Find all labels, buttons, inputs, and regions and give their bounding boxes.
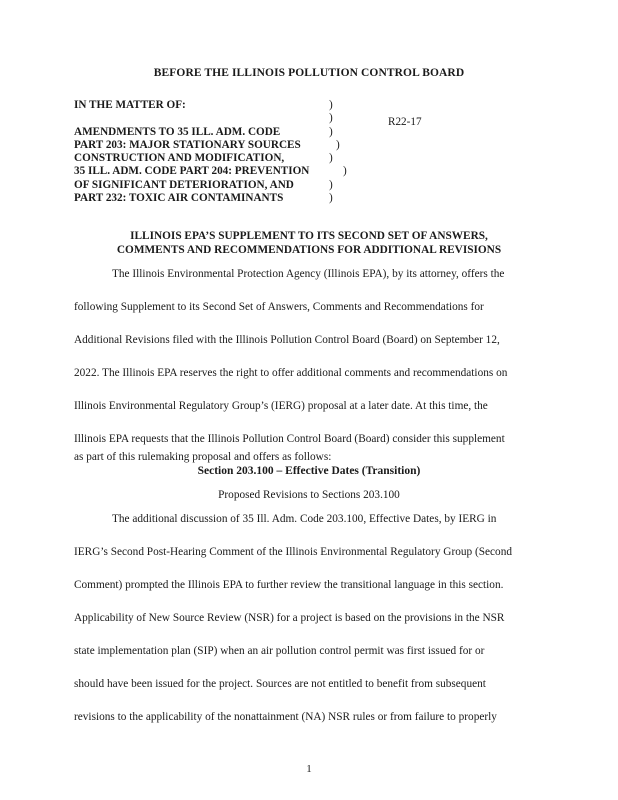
caption-line: PART 232: TOXIC AIR CONTAMINANTS ) xyxy=(74,192,333,205)
text-line: Applicability of New Source Review (NSR) for a project is based on the provisions in the NSR xyxy=(74,612,505,624)
text-line: as part of this rulemaking proposal and offers as follows: xyxy=(74,451,332,463)
text-line: The Illinois Environmental Protection Agency (Illinois EPA), by its attorney, offers the xyxy=(112,268,505,280)
caption-line: AMENDMENTS TO 35 ILL. ADM. CODE ) xyxy=(74,125,333,138)
text-line: Comment) prompted the Illinois EPA to further review the transitional language in this section. xyxy=(74,579,504,591)
filing-heading-line: COMMENTS AND RECOMMENDATIONS FOR ADDITIONAL REVISIONS xyxy=(116,244,502,256)
text-line: Illinois Environmental Regulatory Group’s (IERG) proposal at a later date. At this time, the xyxy=(74,400,488,412)
caption-line: CONSTRUCTION AND MODIFICATION, ) xyxy=(74,152,333,165)
text-line: state implementation plan (SIP) when an air pollution control permit was first issued for or xyxy=(74,645,485,657)
text-line: following Supplement to its Second Set of Answers, Comments and Recommendations for xyxy=(74,301,484,313)
text-line: 2022. The Illinois EPA reserves the right to offer additional comments and recommendations on xyxy=(74,367,508,379)
caption-line: IN THE MATTER OF: ) xyxy=(74,99,333,111)
caption-line: 35 ILL. ADM. CODE PART 204: PREVENTION ) xyxy=(74,165,347,178)
page-number: 1 xyxy=(306,763,312,775)
text-line: IERG’s Second Post-Hearing Comment of the Illinois Environmental Regulatory Group (Second xyxy=(74,546,512,558)
caption-line: PART 203: MAJOR STATIONARY SOURCES ) xyxy=(74,138,340,151)
caption-line: OF SIGNIFICANT DETERIORATION, AND ) xyxy=(74,178,333,191)
section-subheading: Proposed Revisions to Sections 203.100 xyxy=(218,489,400,501)
board-title: BEFORE THE ILLINOIS POLLUTION CONTROL BOARD xyxy=(153,67,465,79)
caption-line: ) xyxy=(329,112,333,125)
text-line: The additional discussion of 35 Ill. Adm. Code 203.100, Effective Dates, by IERG in xyxy=(112,513,497,525)
text-line: should have been issued for the project. Sources are not entitled to benefit from subsequent xyxy=(74,678,486,690)
filing-heading-line: ILLINOIS EPA’S SUPPLEMENT TO ITS SECOND SET OF ANSWERS, xyxy=(130,230,488,242)
text-line: Additional Revisions filed with the Illinois Pollution Control Board (Board) on September 12, xyxy=(74,334,500,346)
filing-heading xyxy=(0,229,618,257)
text-line: Illinois EPA requests that the Illinois Pollution Control Board (Board) consider this supplement xyxy=(74,433,505,445)
case-caption xyxy=(74,99,554,205)
section-heading: Section 203.100 – Effective Dates (Transition) xyxy=(197,465,421,477)
text-line: revisions to the applicability of the nonattainment (NA) NSR rules or from failure to properly xyxy=(74,711,497,723)
docket-number: R22-17 xyxy=(388,116,422,128)
